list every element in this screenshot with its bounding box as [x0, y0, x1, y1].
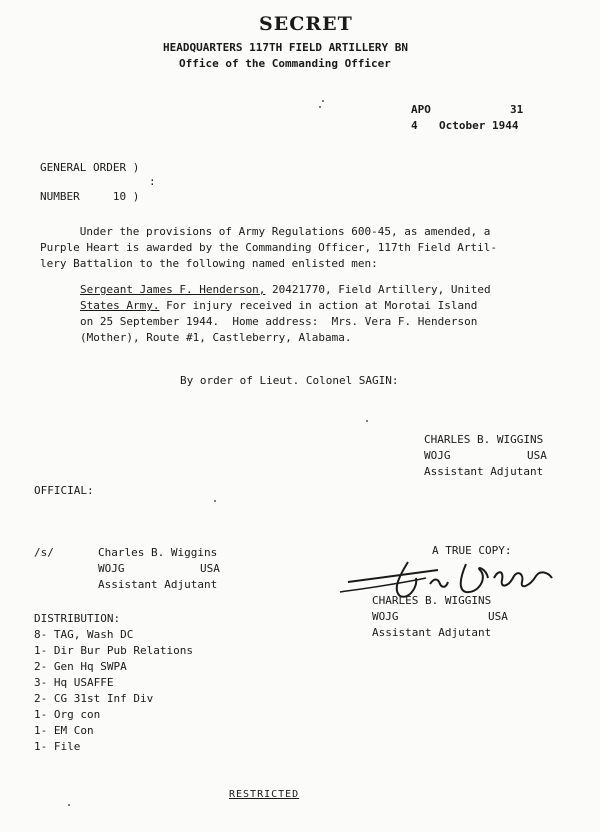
signed-title: Assistant Adjutant — [98, 578, 218, 591]
true-copy-label: A TRUE COPY: — [432, 544, 512, 557]
citation-serial: 20421770, Field Artillery, United — [265, 283, 491, 296]
true-copy-rank: WOJG — [372, 610, 399, 623]
distribution-heading: DISTRIBUTION: — [34, 612, 121, 625]
ink-speck — [322, 100, 324, 102]
citation-injury: For injury received in action at Morotai Island — [159, 299, 478, 312]
distribution-item: 1- Dir Bur Pub Relations — [34, 644, 193, 657]
citation-army: States Army. — [80, 299, 160, 312]
order-number: NUMBER 10 ) — [40, 190, 140, 203]
body-line-3: lery Battalion to the following named enlisted men: — [40, 257, 378, 270]
signer-branch: USA — [527, 449, 547, 462]
true-copy-name: CHARLES B. WIGGINS — [372, 594, 492, 607]
distribution-item: 2- CG 31st Inf Div — [34, 692, 154, 705]
distribution-item: 1- EM Con — [34, 724, 94, 737]
body-line-1: Under the provisions of Army Regulations 600-45, as amended, a — [40, 225, 491, 238]
true-copy-title: Assistant Adjutant — [372, 626, 492, 639]
date-day: 4 — [411, 119, 418, 132]
signed-branch: USA — [200, 562, 220, 575]
signed-name: Charles B. Wiggins — [98, 546, 218, 559]
ink-speck — [319, 106, 321, 108]
general-order-label: GENERAL ORDER ) — [40, 161, 140, 174]
general-order-colon: : — [149, 175, 156, 188]
signer-title: Assistant Adjutant — [424, 465, 544, 478]
body-line-2: Purple Heart is awarded by the Commanding Officer, 117th Field Artil- — [40, 241, 497, 254]
official-label: OFFICIAL: — [34, 484, 94, 497]
citation-line-3: on 25 September 1944. Home address: Mrs. Vera F. Henderson — [80, 315, 478, 328]
unit-heading: HEADQUARTERS 117TH FIELD ARTILLERY BN — [163, 41, 409, 54]
citation-line-1 — [80, 282, 491, 298]
signer-rank: WOJG — [424, 449, 451, 462]
distribution-item: 2- Gen Hq SWPA — [34, 660, 127, 673]
citation-name: Sergeant James F. Henderson, — [80, 283, 266, 296]
ink-speck — [68, 804, 70, 806]
restricted-footer: RESTRICTED — [229, 789, 300, 800]
classification-stamp: SECRET — [259, 13, 353, 35]
order-by-line: By order of Lieut. Colonel SAGIN: — [180, 374, 399, 387]
ink-speck — [366, 420, 368, 422]
distribution-item: 1- Org con — [34, 708, 101, 721]
true-copy-branch: USA — [488, 610, 508, 623]
apo-label: APO — [411, 103, 431, 116]
citation-line-4: (Mother), Route #1, Castleberry, Alabama. — [80, 331, 352, 344]
distribution-item: 3- Hq USAFFE — [34, 676, 114, 689]
date-month-year: October 1944 — [439, 119, 519, 132]
signer-name: CHARLES B. WIGGINS — [424, 433, 544, 446]
signed-rank: WOJG — [98, 562, 125, 575]
distribution-item: 8- TAG, Wash DC — [34, 628, 134, 641]
citation-line-2 — [80, 298, 477, 314]
apo-number: 31 — [510, 103, 524, 116]
distribution-item: 1- File — [34, 740, 81, 753]
ink-speck — [214, 500, 216, 502]
office-heading: Office of the Commanding Officer — [179, 57, 391, 70]
signed-mark: /s/ — [34, 546, 54, 559]
